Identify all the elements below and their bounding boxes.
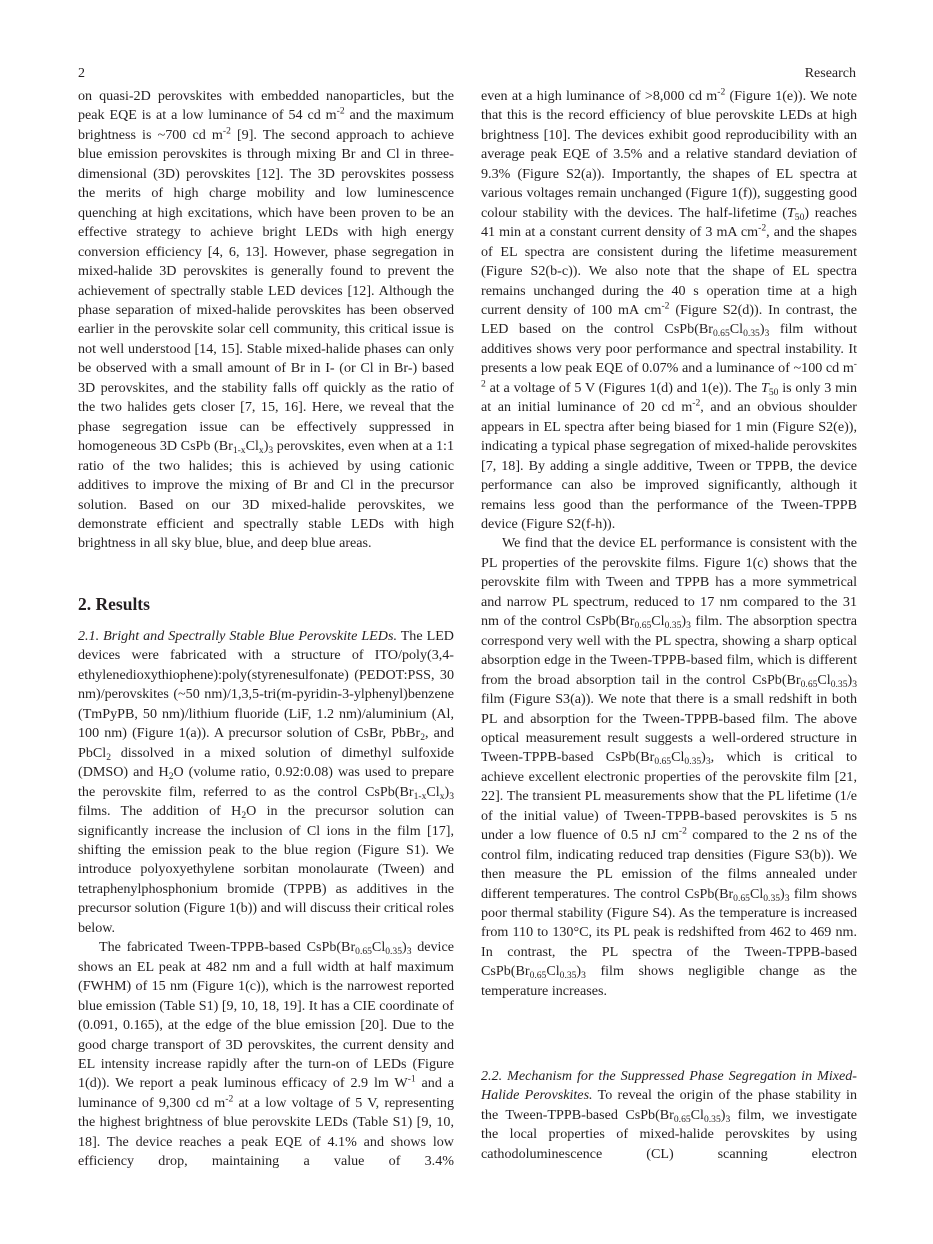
- text-run: film shows poor thermal stability (Figure S4). As the temperature is increased from 110 to 130°C, its PL peak is redshifted from 462 to 469 nm. In contrast, the PL spectra of the Tween-TPPB-based CsPb(Br: [481, 885, 857, 980]
- text-run: film, we investigate the local properties of mixed-halide perovskites by using cathodoluminescence (CL) scanning electron: [481, 1106, 858, 1162]
- text-run: Cl: [671, 749, 685, 766]
- left-column-intro: [78, 87, 454, 554]
- paragraph-device-performance: [78, 938, 454, 1171]
- text-run: Cl: [245, 438, 259, 455]
- text-run: Cl: [817, 671, 831, 688]
- subscript: 0.65: [634, 620, 652, 632]
- subscript: 2: [168, 771, 174, 783]
- subscript: 3: [705, 756, 711, 768]
- text-run: ) reaches 41 min at a constant current density of 3 mA cm: [481, 204, 857, 241]
- subscript: 1-x: [232, 445, 246, 457]
- text-run: films. The addition of H: [78, 803, 242, 820]
- subscript: 0.65: [529, 970, 547, 982]
- text-run: ): [847, 671, 853, 688]
- text-run: (Figure S2(d)). In contrast, the LED based on the control CsPb(Br: [481, 301, 857, 338]
- text-run: and the maximum brightness is ~700 cd m: [78, 107, 454, 143]
- subscript: 0.65: [733, 892, 750, 904]
- text-run: To reveal the origin of the phase stability in the Tween-TPPB-based CsPb(Br: [481, 1087, 857, 1123]
- text-run: even at a high luminance of >8,000 cd m: [481, 88, 718, 104]
- page-number: 2: [78, 66, 85, 81]
- subscript: 0.65: [654, 756, 672, 768]
- text-run: Cl: [651, 613, 665, 630]
- subscript: 3: [852, 678, 857, 690]
- subscript: 50: [794, 211, 805, 223]
- subscript: 0.35: [559, 970, 577, 982]
- text-run: The LED devices were fabricated with a structure of ITO/poly(3,4-ethylenedioxythiophene):poly(styrenesulfonate) (PEDOT:PSS, 30 nm)/perovskites (~50 nm)/1,3,5-tri(m-pyridin-3-ylphenyl)benzene (TmPyPB, 50 nm)/lithium fluoride (LiF, 1.2 nm)/aluminium (Al, 100 nm) (Figure 1(a)). A precursor solution of CsBr, PbBr: [78, 628, 454, 742]
- journal-name: Research: [804, 66, 856, 81]
- text-run: ): [402, 939, 407, 956]
- subscript: 0.35: [684, 756, 702, 768]
- subscript: 0.35: [703, 1113, 721, 1125]
- paragraph-intro: [78, 87, 454, 554]
- subscript: 0.35: [830, 678, 848, 690]
- text-run: , and an obvious shoulder appears in EL spectra after being biased for 1 min (Figure S2(e)), indicating a typical phase segregation of mixed-halide perovskites [7, 18]. By adding a single additive, Tween or TPPB, the device performance can also be improved significantly, although it remains less good than the performance of the Tween-TPPB device (Figure S2(f-h)).: [481, 399, 857, 532]
- superscript: -2: [678, 825, 687, 837]
- subscript: x: [439, 790, 445, 802]
- text-run: , which is critical to achieve excellent electronic properties of the perovskite film [21, 22]. The transient PL measurements show that the PL lifetime (1/e of the initial value) of Tween-TPPB-based perovskites is 5 ns under a low fluence of 0.5 nJ cm: [481, 749, 858, 844]
- text-run: film (Figure S3(a)). We note that there is a small redshift in both PL and absorption for the Tween-TPPB-based film. The above optical measurement result suggests a well-ordered structure in Tween-TPPB-based CsPb(Br: [481, 691, 857, 766]
- text-run: at a voltage of 5 V (Figures 1(d) and 1(e)). The: [485, 379, 761, 396]
- text-run: compared to the 2 ns of the control film, indicating reduced trap densities (Figure S3(b)). We then measure the PL emission of the films annealed under different temperatures. The control CsPb(Br: [481, 827, 857, 902]
- subscript: 3: [725, 1113, 731, 1125]
- text-run: Cl: [749, 885, 764, 902]
- text-run: film shows negligible change as the temperature increases.: [481, 963, 857, 999]
- subscript: 3: [406, 946, 412, 958]
- paragraph-continued: [481, 87, 857, 534]
- text-run: is only 3 min at an initial luminance of 20 cd m: [481, 379, 858, 416]
- text-run: perovskites, even when at a 1:1 ratio of the two halides; this is achieved by using cationic additives to improve the mixing of Br and Cl in the precursor solution. Based on our 3D mixed-halide perovskites, we demonstrate efficient and spectrally stable LEDs with high brightness in all sky blue, blue, and deep blue areas.: [78, 438, 454, 552]
- subscript: 3: [784, 892, 790, 904]
- italic-run: 2.1. Bright and Spectrally Stable Blue Perovskite LEDs.: [78, 628, 397, 644]
- superscript: -2: [692, 397, 701, 409]
- subscript: 3: [581, 970, 586, 982]
- paragraph-pl-properties: [481, 534, 857, 1001]
- subscript: 0.35: [743, 328, 760, 340]
- text-run: ): [720, 1106, 726, 1123]
- text-run: film without additives shows very poor performance and spectral instability. It presents a low peak EQE of 0.07% and a luminance of ~100 cd m: [481, 321, 857, 377]
- text-run: dissolved in a mixed solution of dimethyl sulfoxide (DMSO) and H: [78, 744, 454, 781]
- subscript: 0.65: [355, 946, 372, 958]
- subscript: 2: [420, 732, 425, 744]
- subscript: 50: [768, 386, 779, 398]
- text-run: at a low voltage of 5 V, representing the highest brightness of blue perovskite LEDs (Table S1) [9, 10, 18]. The device reaches a peak EQE of 4.1% and shows low efficiency drop, maintaining a value of 3.4%: [78, 1094, 455, 1170]
- superscript: -2: [336, 106, 345, 118]
- text-run: ): [759, 321, 765, 338]
- text-run: Cl: [426, 783, 440, 800]
- text-run: ): [780, 885, 785, 902]
- subscript: 0.35: [385, 946, 403, 958]
- subscript: 3: [268, 445, 274, 457]
- subscript: 3: [449, 790, 454, 802]
- right-column-mechanism: [481, 1067, 857, 1164]
- subscript: 2: [241, 809, 247, 821]
- subscript: 0.35: [763, 892, 781, 904]
- text-run: (Figure 1(e)). We note that this is the record efficiency of blue perovskite LEDs at high brightness [10]. The devices exhibit good reproducibility with an average peak EQE of 3.5% and a relative standard deviation of 9.3% (Figure S2(a)). Importantly, the shapes of EL spectra at various voltages remain unchanged (Figure 1(f)), suggesting good colour stability with the devices. The half-lifetime (: [481, 88, 857, 221]
- text-run: device shows an EL peak at 482 nm and a full width at half maximum (FWHM) of 15 nm (Figure 1(c)), which is the narrowest reported blue emission (Table S1) [9, 10, 18, 19]. It has a CIE coordinate of (0.091, 0.165), at the edge of the blue emission [20]. Due to the good charge transport of 3D perovskites, the current density and EL intensity increase rapidly after the turn-on of LEDs (Figure 1(d)). We report a peak luminous efficacy of 2.9 lm W: [78, 939, 454, 1092]
- italic-run: T: [761, 379, 769, 396]
- text-run: Cl: [690, 1106, 704, 1123]
- text-run: [9]. The second approach to achieve blue emission perovskites is through mixing Br and Cl in three-dimensional (3D) perovskites [12]. The 3D perovskites possess the merits of high charge mobility and low luminescence quenching at high excitations, which have been proven to be an effective strategy to achieve bright LEDs with high energy conversion efficiency [4, 6, 13]. However, phase segregation in mixed-halide 3D perovskites is generally found to prevent the achievement of spectrally stable LED devices [12]. Although the phase separation of mixed-halide perovskites has been observed earlier in the perovskite solar cell community, this critical issue is not well understood [14, 15]. Stable mixed-halide phases can only be observed with a small amount of Br in I- (or Cl in Br-) based 3D perovskites, and the stability falls off quickly as the ratio of the two halides gets closer [7, 15, 16]. Here, we reveal that the phase segregation issue can be effectively suppressed in homogeneous 3D CsPb (Br: [78, 126, 454, 455]
- subscript: 0.65: [673, 1113, 691, 1125]
- subscript: 0.35: [664, 620, 682, 632]
- paragraph-2-1: [78, 627, 454, 938]
- section-heading-results: 2. Results: [78, 594, 150, 614]
- superscript: -2: [717, 86, 726, 98]
- text-run: ): [681, 613, 687, 630]
- text-run: O (volume ratio, 0.92:0.08) was used to prepare the perovskite film, referred to as the control CsPb(Br: [78, 764, 455, 800]
- text-run: and a luminance of 9,300 cd m: [78, 1075, 455, 1111]
- text-run: The fabricated Tween-TPPB-based CsPb(Br: [99, 939, 356, 956]
- superscript: -2: [222, 125, 231, 137]
- italic-run: T: [786, 204, 795, 221]
- subscript: 3: [764, 328, 770, 340]
- text-run: on quasi-2D perovskites with embedded nanoparticles, but the peak EQE is at a low luminance of 54 cd m: [78, 88, 454, 124]
- superscript: -2: [225, 1093, 234, 1105]
- left-column-results: [78, 627, 454, 1172]
- right-column: [481, 87, 857, 1001]
- text-run: , and the shapes of EL spectra are consistent during the lifetime measurement (Figure S2(b-c)). We also note that the shape of EL spectra remains unchanged during the 40 s operation time at a high current density of 100 mA cm: [481, 224, 857, 318]
- superscript: -2: [758, 222, 767, 234]
- text-run: ): [701, 749, 706, 766]
- subscript: x: [258, 445, 264, 457]
- superscript: -1: [407, 1074, 416, 1086]
- text-run: O in the precursor solution can significantly increase the inclusion of Cl ions in the film [17], shifting the emission peak to the blue region (Figure S1). We introduce polyoxyethylene sorbitan monolaurate (Tween) and tetraphenylphosphonium bromide (TPPB) as additives in the precursor solution (Figure 1(b)) and will discuss their critical roles below.: [78, 803, 455, 936]
- text-run: We find that the device EL performance is consistent with the PL properties of the perovskite films. Figure 1(c) shows that the perovskite film with Tween and TPPB has a more symmetrical and narrow PL spectrum, reduced to 17 nm compared to the 31 nm of the control CsPb(Br: [481, 535, 857, 630]
- superscript: -2: [481, 359, 857, 390]
- subscript: 1-x: [413, 790, 427, 802]
- text-run: ): [263, 438, 269, 455]
- italic-run: 2.2. Mechanism for the Suppressed Phase Segregation in Mixed-Halide Perovskites.: [481, 1068, 857, 1104]
- subscript: 0.65: [800, 678, 818, 690]
- text-run: Cl: [546, 963, 560, 980]
- subscript: 3: [686, 620, 691, 632]
- text-run: ): [444, 783, 450, 800]
- text-run: , and PbCl: [78, 725, 454, 761]
- text-run: Cl: [729, 321, 744, 338]
- text-run: film. The absorption spectra correspond very well with the PL spectra, showing a sharp optical absorption edge in the Tween-TPPB-based film, which is different from the broad absorption tail in the control CsPb(Br: [481, 613, 858, 688]
- subscript: 2: [106, 751, 111, 763]
- subscript: 0.65: [712, 328, 730, 340]
- text-run: Cl: [371, 939, 386, 956]
- superscript: -2: [661, 300, 670, 312]
- text-run: ): [576, 963, 582, 980]
- paragraph-2-2: [481, 1067, 857, 1164]
